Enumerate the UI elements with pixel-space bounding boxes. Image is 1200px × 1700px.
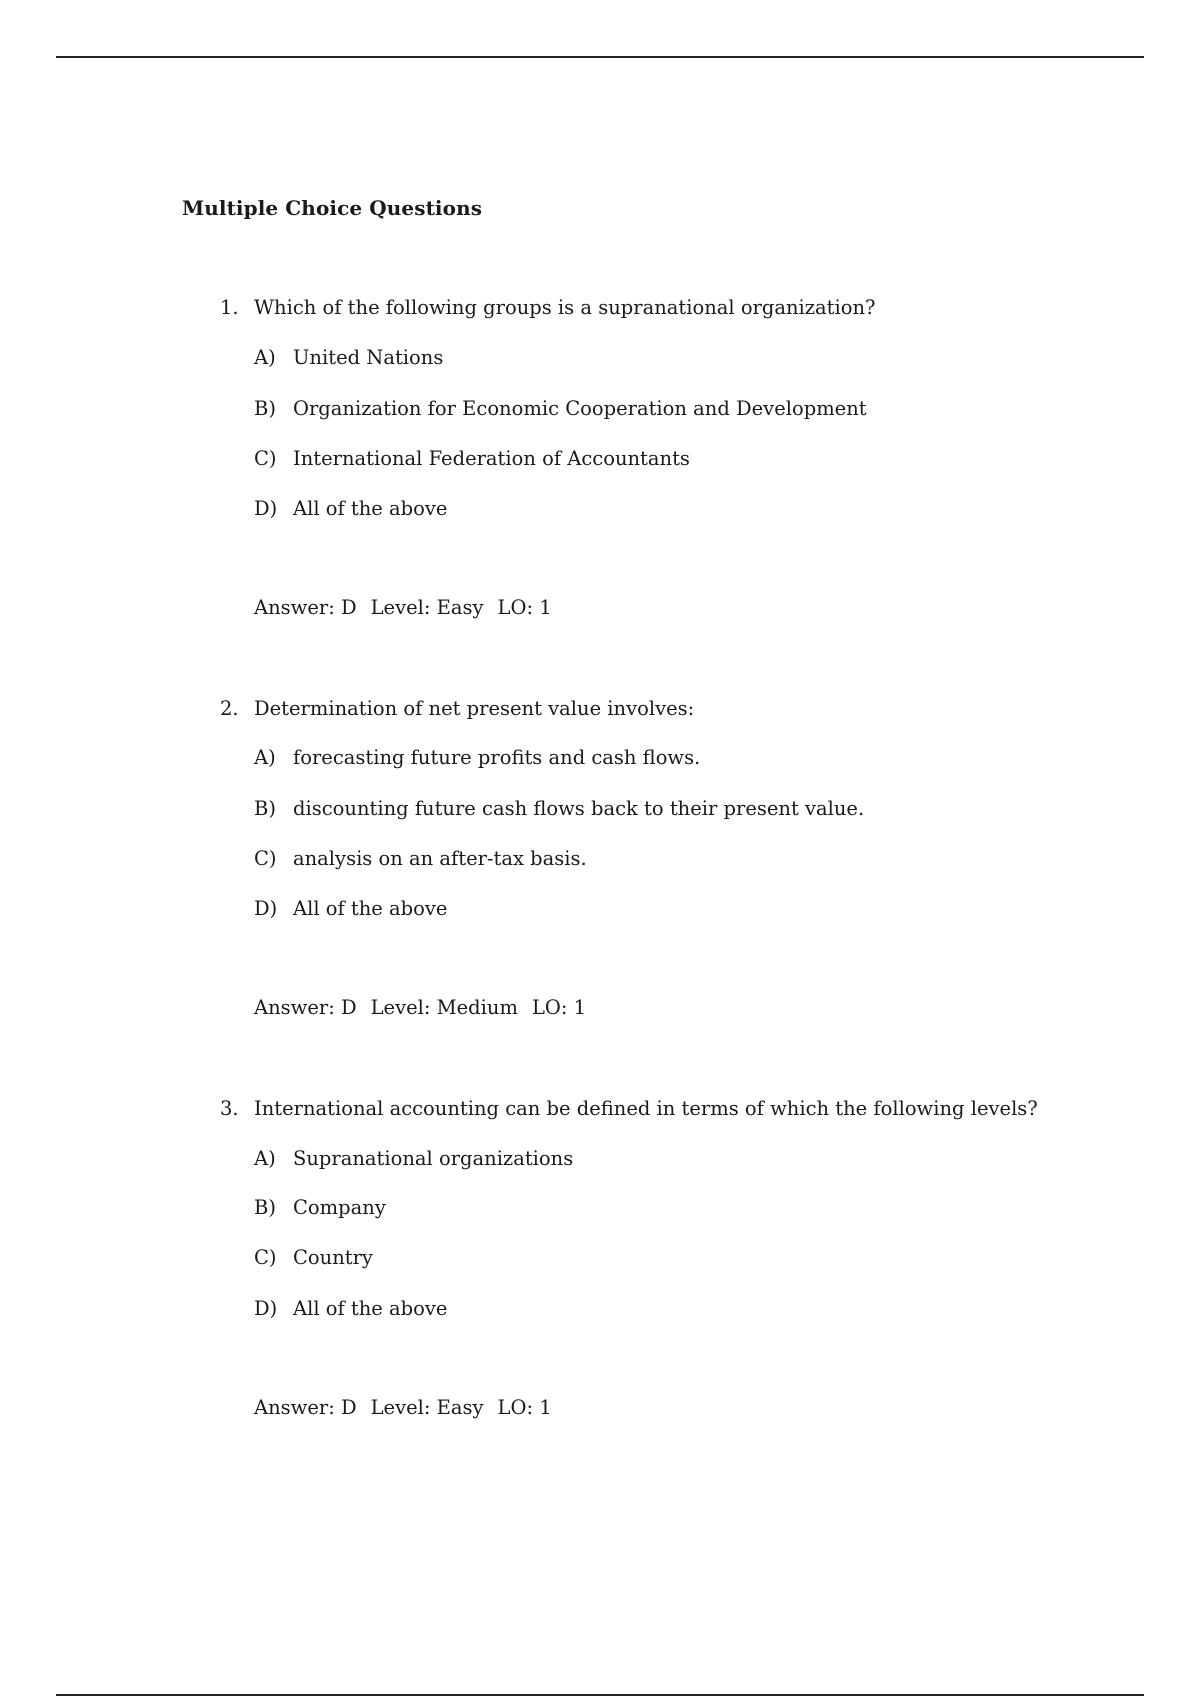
option-a: [254, 746, 700, 769]
learning-objective: LO: 1: [497, 596, 552, 619]
option-text: All of the above: [293, 897, 448, 920]
question-number: 1.: [220, 296, 239, 319]
question-text: Determination of net present value involves:: [254, 697, 695, 720]
option-text: analysis on an after-tax basis.: [293, 847, 587, 870]
option-b: [254, 397, 867, 420]
question-text: International accounting can be defined in terms of which the following levels?: [254, 1097, 1038, 1120]
header-rule: [56, 56, 1144, 58]
option-letter: C): [254, 1246, 277, 1269]
question-number: 3.: [220, 1097, 239, 1120]
option-text: Country: [293, 1246, 373, 1269]
question-text: Which of the following groups is a supranational organization?: [254, 296, 876, 319]
option-c: [254, 847, 587, 870]
difficulty-level: Level: Easy: [370, 1396, 484, 1419]
option-text: All of the above: [293, 497, 448, 520]
option-text: All of the above: [293, 1297, 448, 1320]
option-text: Organization for Economic Cooperation and Development: [293, 397, 867, 420]
option-a: [254, 346, 443, 369]
option-letter: A): [254, 1147, 276, 1170]
learning-objective: LO: 1: [497, 1396, 552, 1419]
option-d: [254, 497, 447, 520]
option-text: discounting future cash flows back to their present value.: [293, 797, 865, 820]
answer-line: [254, 996, 586, 1019]
option-text: Company: [293, 1196, 386, 1219]
option-d: [254, 1297, 447, 1320]
option-letter: C): [254, 447, 277, 470]
option-d: [254, 897, 447, 920]
difficulty-level: Level: Easy: [370, 596, 484, 619]
option-c: [254, 1246, 373, 1269]
option-letter: B): [254, 397, 276, 420]
option-text: International Federation of Accountants: [293, 447, 690, 470]
page-title: Multiple Choice Questions: [182, 196, 483, 220]
option-letter: A): [254, 746, 276, 769]
option-letter: D): [254, 497, 278, 520]
answer-key: Answer: D: [254, 596, 357, 619]
question-stem: [220, 697, 694, 720]
option-b: [254, 797, 864, 820]
question-number: 2.: [220, 697, 239, 720]
answer-key: Answer: D: [254, 996, 357, 1019]
question-stem: [220, 1097, 1038, 1120]
option-letter: B): [254, 797, 276, 820]
answer-line: [254, 1396, 552, 1419]
learning-objective: LO: 1: [531, 996, 587, 1019]
footer-rule: [56, 1694, 1144, 1696]
option-letter: D): [254, 1297, 278, 1320]
option-letter: C): [254, 847, 277, 870]
option-text: Supranational organizations: [293, 1147, 574, 1170]
option-a: [254, 1147, 573, 1170]
answer-key: Answer: D: [254, 1396, 357, 1419]
option-letter: B): [254, 1196, 276, 1219]
option-letter: A): [254, 346, 276, 369]
option-b: [254, 1196, 386, 1219]
option-c: [254, 447, 690, 470]
option-text: United Nations: [293, 346, 444, 369]
question-stem: [220, 296, 876, 319]
difficulty-level: Level: Medium: [370, 996, 518, 1019]
answer-line: [254, 596, 552, 619]
option-letter: D): [254, 897, 278, 920]
option-text: forecasting future profits and cash flows.: [293, 746, 701, 769]
